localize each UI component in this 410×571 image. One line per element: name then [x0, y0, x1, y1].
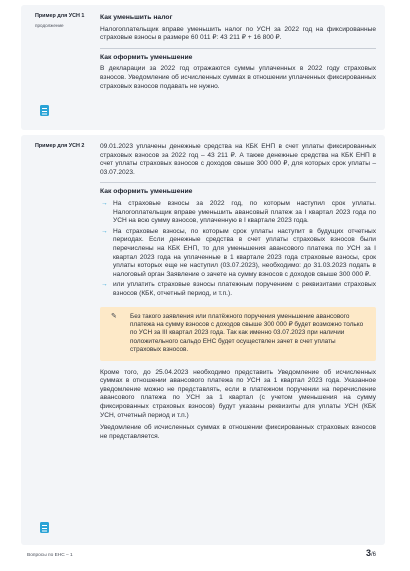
divider [100, 182, 376, 183]
example-content [100, 14, 376, 95]
example-title: Пример для УСН 1 [35, 13, 85, 19]
paragraph: В декларации за 2022 год отражаются суммы уплаченных в 2022 году страховых взносов. Уведомление об исчисленных суммах в отношении уплаченных фиксированных страховых взносов подавать не нужно. [100, 65, 376, 90]
note-text: Без такого заявления или платёжного поручения уменьшение авансового платежа на сумму взносов с доходов свыше 300 000 ₽ будет возможно только по УСН за III квартал 2023 года. Так как именно 03.07.2023 при наличии положительного сальдо ЕНС будет осуществлен зачет в счет уплаты страховых взносов. [130, 312, 364, 354]
example-title: Пример для УСН 2 [35, 143, 85, 149]
page-number [366, 548, 376, 558]
total-pages: /6 [371, 552, 377, 558]
list-item [100, 228, 376, 280]
example-side-label [35, 13, 85, 29]
document-icon [40, 522, 49, 533]
arrow-right-icon: → [101, 281, 108, 289]
pin-icon: ✎ [111, 312, 117, 320]
footer-title: Вопросы по ЕНС – 1 [27, 553, 73, 558]
list-item-text: или уплатить страховые взносы платежным поручением с реквизитами страховых взносов (КБК, отчетный период, и т.п.). [113, 281, 376, 297]
section-heading: Как оформить уменьшение [100, 188, 193, 196]
document-icon [40, 105, 49, 116]
list-item [100, 281, 376, 298]
list-item-text: На страховые взносы, по которым срок уплаты наступит в будущих отчетных периодах. Если денежные средства в счет уплаты страховых взносов были перечислены на КБК ЕНП, то для уменьшения авансового платежа по УСН за I квартал 2023 года на уплаченные в 1 квартале 2023 года страховые взносы, срок уплаты которых еще не наступил (03.07.2023), необходимо: до 31.03.2023 подать в налоговый орган Заявление о зачете на сумму взносов с доходов свыше 300 000 ₽. [113, 227, 376, 278]
current-page: 3 [366, 548, 372, 558]
steps-list [100, 200, 376, 299]
list-item-text: На страховые взносы за 2022 год, по которым наступил срок уплаты. Налогоплательщик вправе уменьшить авансовый платеж за I квартал 2023 года по УСН на всю сумму взносов, уплаченную в I квартале 2023 года. [113, 199, 376, 225]
paragraph: Уведомление об исчисленных суммах в отношении фиксированных страховых взносов не представляется. [100, 424, 376, 440]
example-card-2 [21, 135, 385, 545]
list-item [100, 200, 376, 226]
warning-note [100, 307, 376, 361]
section-heading: Как оформить уменьшение [100, 53, 193, 61]
example-content [100, 143, 376, 445]
arrow-right-icon: → [101, 199, 108, 207]
arrow-right-icon: → [101, 227, 108, 235]
paragraph: Налогоплательщик вправе уменьшить налог по УСН за 2022 год на фиксированные страховые взносы в размере 60 011 ₽: 43 211 ₽ + 16 800 ₽. [100, 25, 376, 42]
divider [100, 48, 376, 49]
section-heading: Как уменьшить налог [100, 14, 173, 21]
paragraph: Кроме того, до 25.04.2023 необходимо представить Уведомление об исчисленных суммах в отношении авансового платежа по УСН за 1 квартал 2023 года. Указанное уведомление можно не представлять, если в платежном поручении на перечисление авансового платежа по УСН за 1 квартал (с учетом уменьшения на сумму фиксированных страховых взносов) будут указаны реквизиты для уплаты УСН (КБК УСН, отчетный период и т.п.) [100, 368, 376, 419]
example-side-label [35, 143, 85, 150]
paragraph: 09.01.2023 уплачены денежные средства на КБК ЕНП в счет уплаты фиксированных страховых взносов за 2022 год – 43 211 ₽. А также денежные средства на КБК ЕНП в счет уплаты страховых взносов с доходов свыше 300 000 ₽, для которых срок уплаты – 03.07.2023. [100, 143, 376, 176]
continuation-label: продолжение [35, 23, 64, 28]
example-card-1 [21, 5, 385, 130]
